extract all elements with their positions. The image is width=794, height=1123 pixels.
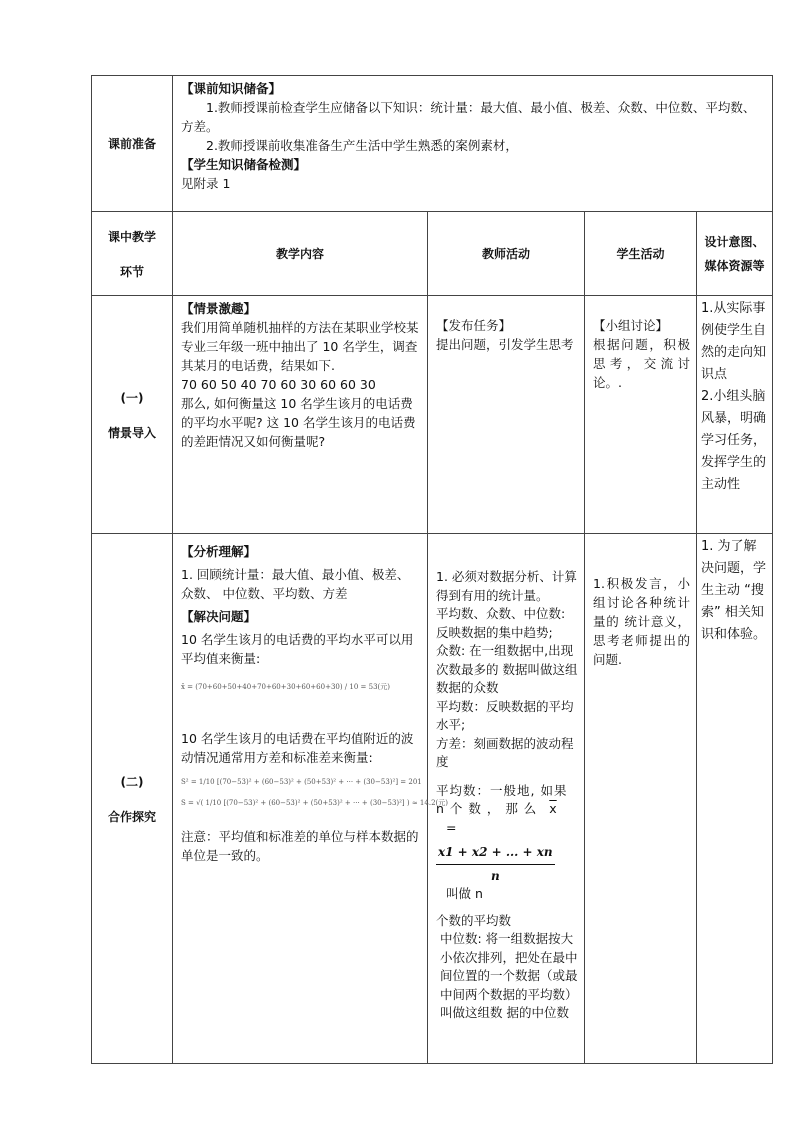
explore-stage-name: 合作探究	[107, 809, 156, 824]
prep-heading-check: 【学生知识储备检测】	[181, 157, 307, 172]
explore-review: 1. 回顾统计量：最大值、最小值、极差、众数、 中位数、平均数、方差	[181, 567, 410, 601]
teacher-mean-intro: 平均数：一般地, 如果 n 个 数 ， 那 么	[436, 782, 568, 816]
explore-stage	[92, 534, 173, 1064]
mean-equals-sign: =	[446, 819, 457, 835]
intro-design	[697, 296, 773, 534]
explore-stage-num: (二)	[120, 774, 144, 789]
explore-content	[173, 534, 448, 1064]
teacher-point-5: 方差：刻画数据的波动程度	[436, 735, 574, 769]
std-dev-formula: S = √( 1/10 [(70−53)² + (60−53)² + (50+53)² + ··· + (30−53)²] ) ≈ 14.2(元)	[181, 799, 448, 807]
prep-content	[173, 76, 773, 212]
explore-mean-text: 10 名学生该月的电话费的平均水平可以用平均值来衡量:	[181, 632, 414, 666]
intro-teacher-text: 提出问题，引发学生思考	[436, 337, 574, 352]
header-student: 学生活动	[585, 212, 697, 296]
prep-heading-knowledge: 【课前知识储备】	[181, 81, 282, 96]
variance-formula: S² = 1/10 [(70−53)² + (60−53)² + (50+53)² + ··· + (30−53)²] = 201	[181, 778, 422, 786]
mean-called: 叫做 n	[446, 886, 483, 902]
explore-design-text: 1. 为了解决问题，学生主动 “搜索” 相关知识和体验。	[701, 539, 767, 642]
intro-text-1: 我们用简单随机抽样的方法在某职业学校某专业三年级一班中抽出了 10 名学生，调查其某月的电话费，结果如下.	[181, 320, 419, 373]
mean-fraction	[436, 843, 555, 885]
header-stage-line1: 课中教学	[107, 229, 156, 244]
intro-student-heading: 【小组讨论】	[593, 318, 669, 333]
teacher-point-6b: 个数的平均数	[436, 912, 512, 928]
teacher-point-6	[436, 782, 578, 838]
intro-heading: 【情景激趣】	[181, 301, 257, 316]
explore-variance-text: 10 名学生该月的电话费在平均值附近的波动情况通常用方差和标准差来衡量:	[181, 731, 414, 765]
teacher-point-3: 众数: 在一组数据中,出现次数最多的 数据叫做这组数据的众数	[436, 643, 578, 695]
header-stage	[92, 212, 173, 296]
teacher-point-4: 平均数：反映数据的平均水平;	[436, 698, 574, 732]
intro-stage-num: (一)	[120, 390, 144, 405]
explore-heading-solve: 【解决问题】	[181, 609, 257, 624]
prep-row	[92, 76, 773, 212]
intro-text-2: 那么, 如何衡量这 10 名学生该月的电话费的平均水平呢? 这 10 名学生该月的电话费的差距情况又如何衡量呢?	[181, 396, 416, 449]
mean-fraction-numerator: x1 + x2 + ... + xn	[436, 843, 555, 865]
intro-teacher-heading: 【发布任务】	[436, 318, 512, 333]
prep-appendix: 见附录 1	[181, 176, 231, 191]
explore-row	[92, 534, 773, 1064]
lesson-plan-table	[91, 75, 773, 1064]
intro-design-text: 1.从实际事例使学生自然的走向知识点 2.小组头脑风暴，明确学习任务，发挥学生的主动性	[701, 301, 767, 492]
explore-student-text: 1.积极发言，小组讨论各种统计量的 统计意义，思考老师提出的问题.	[593, 576, 690, 667]
explore-student	[585, 534, 697, 1064]
intro-student-text: 根据问题，积极思考，交流讨论。.	[593, 337, 690, 390]
teacher-point-7: 中位数: 将一组数据按大小依次排列，把处在最中间位置的一个数据（或最 中间两个数据的平均数）叫做这组数 据的中位数	[440, 931, 578, 1021]
intro-student	[585, 296, 697, 534]
mean-xbar-symbol: $\overline{x}$	[549, 801, 557, 816]
mean-fraction-denominator: n	[490, 868, 500, 883]
header-stage-line2: 环节	[119, 264, 144, 279]
header-row	[92, 212, 773, 296]
intro-stage	[92, 296, 173, 534]
header-content: 教学内容	[173, 212, 428, 296]
teacher-point-2: 平均数、众数、中位数: 反映数据的集中趋势;	[436, 606, 566, 640]
intro-data-values: 70 60 50 40 70 60 30 60 60 30	[181, 377, 376, 392]
explore-design	[697, 534, 773, 1064]
intro-stage-name: 情景导入	[107, 425, 156, 440]
mean-fraction-line	[436, 843, 578, 904]
mean-formula: x̄ = (70+60+50+40+70+60+30+60+60+30) / 10 = 53(元)	[181, 683, 390, 691]
intro-teacher	[428, 296, 585, 534]
intro-row	[92, 296, 773, 534]
intro-content	[173, 296, 428, 534]
prep-item-1: 1.教师授课前检查学生应储备以下知识：统计量：最大值、最小值、极差、众数、中位数、平均数、方差。	[181, 100, 756, 134]
header-teacher: 教师活动	[428, 212, 585, 296]
teacher-point-1: 1. 必须对数据分析、计算得到有用的统计量。	[436, 569, 577, 603]
prep-item-2: 2.教师授课前收集准备生产生活中学生熟悉的案例素材，	[206, 138, 518, 153]
explore-note: 注意：平均值和标准差的单位与样本数据的单位是一致的。	[181, 829, 419, 863]
prep-label: 课前准备	[92, 76, 173, 212]
explore-teacher	[428, 534, 585, 1064]
explore-heading-analysis: 【分析理解】	[181, 544, 257, 559]
header-design: 设计意图、媒体资源等	[697, 212, 773, 296]
